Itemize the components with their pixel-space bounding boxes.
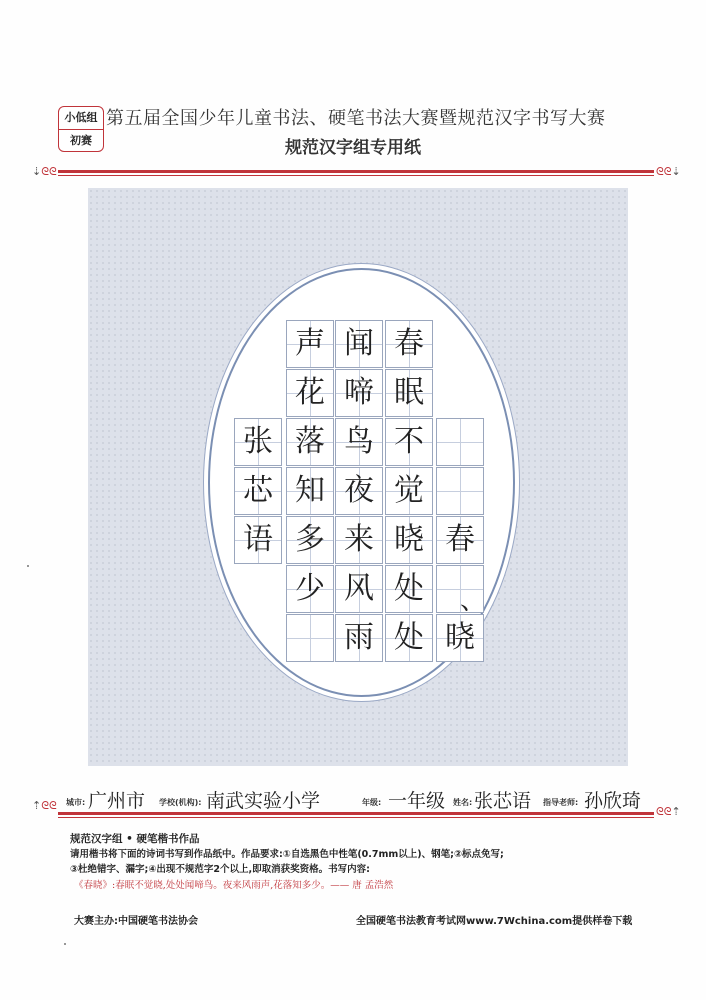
school-label: 学校(机构):: [159, 798, 202, 807]
grade-label: 年级:: [362, 798, 382, 807]
grid-cell: 风: [335, 565, 383, 613]
grade-field[interactable]: 一年级: [388, 790, 446, 812]
teacher-field[interactable]: 孙欣琦: [584, 790, 642, 812]
speck: [27, 565, 29, 567]
title-cell: [436, 467, 484, 515]
grid-cell: 落: [286, 418, 334, 466]
grid-cell: 处: [385, 565, 433, 613]
poem-text: 《春晓》:春眠不觉晓,处处闻啼鸟。夜来风雨声,花落知多少。—— 唐 孟浩然: [74, 880, 394, 891]
grid-cell: 闻: [335, 320, 383, 368]
header-rule: [58, 170, 654, 173]
form-rule: [58, 812, 654, 815]
grid-cell: 来: [335, 516, 383, 564]
city-label: 城市:: [66, 798, 86, 807]
badge-group: 小低组: [59, 107, 103, 130]
school-field[interactable]: 南武实验小学: [206, 790, 321, 812]
download-text: 全国硬笔书法教育考试网www.7Wchina.com提供样卷下载: [356, 916, 633, 927]
instructions-line1: 请用楷书将下面的诗词书写到作品纸中。作品要求:①自选黑色中性笔(0.7mm以上)、钢笔;②标点免写;: [70, 849, 504, 860]
city-field[interactable]: 广州市: [88, 790, 146, 812]
grid-cell: 雨: [335, 614, 383, 662]
grid-cell: 春: [385, 320, 433, 368]
grid-cell: [286, 614, 334, 662]
grid-cell: 少: [286, 565, 334, 613]
grid-cell: 晓: [385, 516, 433, 564]
ornament-left-icon: ⇣ᘓᘓ: [32, 165, 57, 178]
instructions-heading: 规范汉字组 • 硬笔楷书作品: [70, 833, 200, 845]
name-cell: 芯: [234, 467, 282, 515]
grid-cell: 眠: [385, 369, 433, 417]
grid-cell: 声: [286, 320, 334, 368]
grid-cell: 处: [385, 614, 433, 662]
title-cell: 晓: [436, 614, 484, 662]
grid-cell: 多: [286, 516, 334, 564]
name-cell: 张: [234, 418, 282, 466]
header-rule-thin: [58, 175, 654, 176]
ornament-right-icon: ᘓᘓ⇣: [656, 165, 681, 178]
badge-round: 初赛: [70, 134, 92, 147]
grid-cell: 觉: [385, 467, 433, 515]
title-cell: 春: [436, 516, 484, 564]
ornament-left-bottom-icon: ⇡ᘓᘓ: [32, 799, 57, 812]
teacher-label: 指导老师:: [543, 798, 579, 807]
title-cell: [436, 418, 484, 466]
grid-cell: 不: [385, 418, 433, 466]
trailing-punctuation: 、: [460, 586, 487, 616]
page-subtitle: 规范汉字组专用纸: [285, 138, 421, 158]
grid-cell: 花: [286, 369, 334, 417]
grid-cell: 知: [286, 467, 334, 515]
name-label: 姓名:: [453, 798, 473, 807]
form-rule-thin: [58, 817, 654, 818]
organizer-text: 大赛主办:中国硬笔书法协会: [74, 916, 198, 927]
grid-cell: 鸟: [335, 418, 383, 466]
speck: [64, 943, 66, 945]
ornament-right-bottom-icon: ᘓᘓ⇡: [656, 805, 681, 818]
grid-cell: 夜: [335, 467, 383, 515]
name-field[interactable]: 张芯语: [474, 790, 532, 812]
grid-cell: 啼: [335, 369, 383, 417]
page-title: 第五届全国少年儿童书法、硬笔书法大赛暨规范汉字书写大赛: [106, 108, 606, 129]
name-cell: 语: [234, 516, 282, 564]
instructions-line2: ③杜绝错字、漏字;④出现不规范字2个以上,即取消获奖资格。书写内容:: [70, 864, 370, 875]
